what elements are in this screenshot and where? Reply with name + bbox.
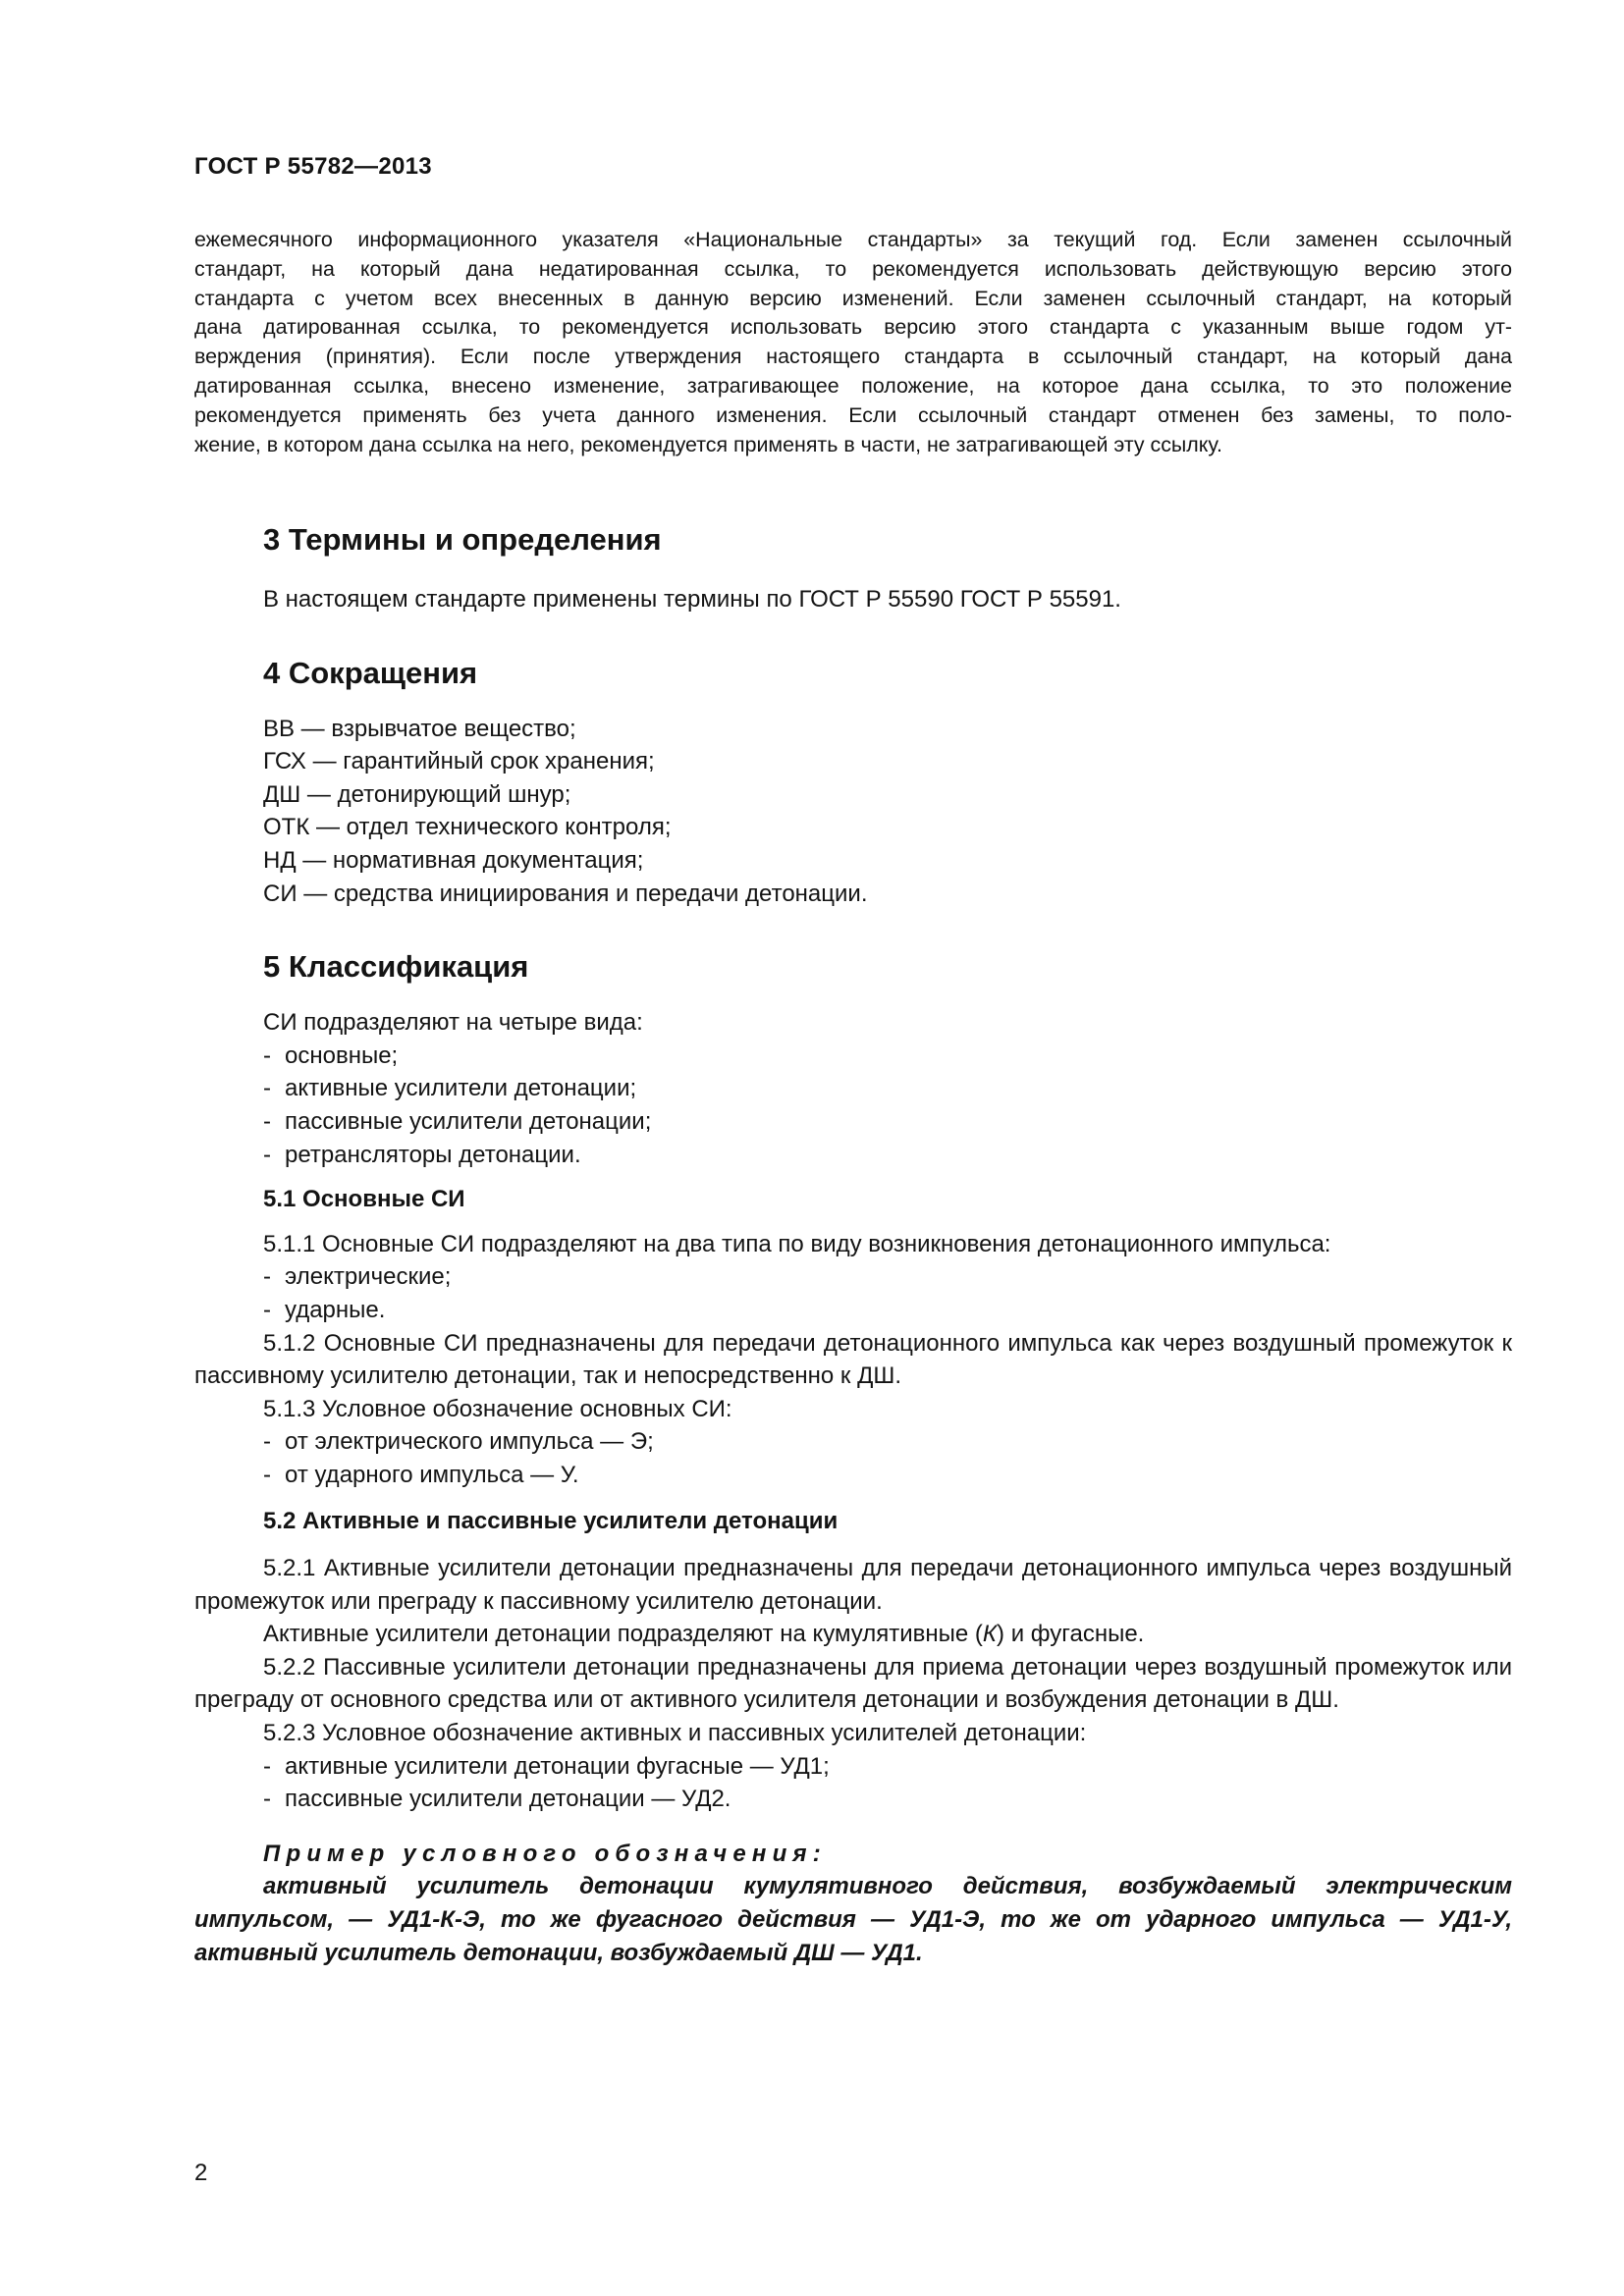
intro-line: ежемесячного информационного указателя «Национальные стандарты» за текущий год. Если заменен ссылочный <box>194 228 1512 251</box>
abbreviation-item: ДШ — детонирующий шнур; <box>263 780 571 808</box>
clause-5-2-2: 5.2.2 Пассивные усилители детонации предназначены для приема детонации через воздушный промежуток или преграду от основного средства или от активного усилителя детонации и возбуждения детонации в ДШ. <box>194 1653 1512 1714</box>
example-text: активный усилитель детонации кумулятивного действия, возбуждаемый электрическим импульсом, — УД1-К-Э, то же фугасного действия — УД1-Э, то же от ударного импульса — УД1-У, активный усилитель детонации, возбуждаемый ДШ — УД1. <box>194 1873 1512 1966</box>
clause-5-1-3: 5.1.3 Условное обозначение основных СИ: <box>263 1395 732 1422</box>
intro-line: стандарт, на который дана недатированная ссылка, то рекомендуется использовать действующую версию этого <box>194 256 1512 281</box>
intro-paragraph <box>194 226 1512 459</box>
document-header: ГОСТ Р 55782—2013 <box>194 153 432 180</box>
list-item: - пассивные усилители детонации — УД2. <box>263 1786 731 1813</box>
page-number: 2 <box>194 2160 208 2186</box>
clause-5-2-1-types: Активные усилители детонации подразделяют на кумулятивные (К) и фугасные. <box>263 1621 1145 1648</box>
section-5-intro: СИ подразделяют на четыре вида: <box>263 1009 643 1037</box>
clause-5-1-1: 5.1.1 Основные СИ подразделяют на два типа по виду возникновения детонационного импульса: <box>263 1230 1331 1257</box>
intro-line: стандарта с учетом всех внесенных в данную версию изменений. Если заменен ссылочный стандарт, на который <box>194 286 1512 310</box>
abbreviations-list <box>194 713 1512 911</box>
subsection-5-1-title: 5.1 Основные СИ <box>263 1186 465 1213</box>
abbreviation-item: НД — нормативная документация; <box>263 846 644 874</box>
example-title: Пример условного обозначения: <box>263 1840 827 1867</box>
subsection-5-2-title: 5.2 Активные и пассивные усилители детонации <box>263 1508 839 1535</box>
abbreviation-item: СИ — средства инициирования и передачи детонации. <box>263 880 868 907</box>
main-content <box>194 520 1512 1969</box>
list-item: - пассивные усилители детонации; <box>263 1107 652 1135</box>
intro-line: дана датированная ссылка, то рекомендуется использовать версию этого стандарта с указанным выше годом ут- <box>194 315 1512 340</box>
list-item: - активные усилители детонации фугасные — УД1; <box>263 1752 830 1780</box>
list-item: - ударные. <box>263 1296 386 1323</box>
section-3-text: В настоящем стандарте применены термины по ГОСТ Р 55590 ГОСТ Р 55591. <box>263 586 1121 613</box>
abbreviation-item: ГСХ — гарантийный срок хранения; <box>263 748 655 775</box>
clause-5-2-1: 5.2.1 Активные усилители детонации предназначены для передачи детонационного импульса через воздушный промежуток или преграду к пассивному усилителю детонации. <box>194 1555 1512 1615</box>
list-item: - ретрансляторы детонации. <box>263 1141 581 1168</box>
intro-line: рекомендуется применять без учета данного изменения. Если ссылочный стандарт отменен без замены, то поло- <box>194 402 1512 427</box>
intro-line: датированная ссылка, внесено изменение, затрагивающее положение, на которое дана ссылка, то это положение <box>194 373 1512 398</box>
types-list <box>194 1040 1512 1171</box>
clause-5-1-2: 5.1.2 Основные СИ предназначены для передачи детонационного импульса как через воздушный промежуток к пассивному усилителю детонации, так и непосредственно к ДШ. <box>194 1329 1512 1390</box>
abbreviation-item: ОТК — отдел технического контроля; <box>263 814 672 841</box>
intro-line: верждения (принятия). Если после утверждения настоящего стандарта в ссылочный стандарт, на который дана <box>194 345 1512 369</box>
clause-5-2-3: 5.2.3 Условное обозначение активных и пассивных усилителей детонации: <box>263 1720 1087 1747</box>
section-4-title: 4 Сокращения <box>263 655 478 690</box>
list-item: - от ударного импульса — У. <box>263 1461 579 1488</box>
list-item: - электрические; <box>263 1263 452 1291</box>
section-3-title: 3 Термины и определения <box>263 522 662 557</box>
list-item: - от электрического импульса — Э; <box>263 1428 654 1456</box>
abbreviation-item: ВВ — взрывчатое вещество; <box>263 715 576 742</box>
section-5-title: 5 Классификация <box>263 949 529 985</box>
list-item: - активные усилители детонации; <box>263 1075 637 1102</box>
intro-line: жение, в котором дана ссылка на него, рекомендуется применять в части, не затрагивающей эту ссылку. <box>194 432 1222 456</box>
list-item: - основные; <box>263 1041 399 1069</box>
